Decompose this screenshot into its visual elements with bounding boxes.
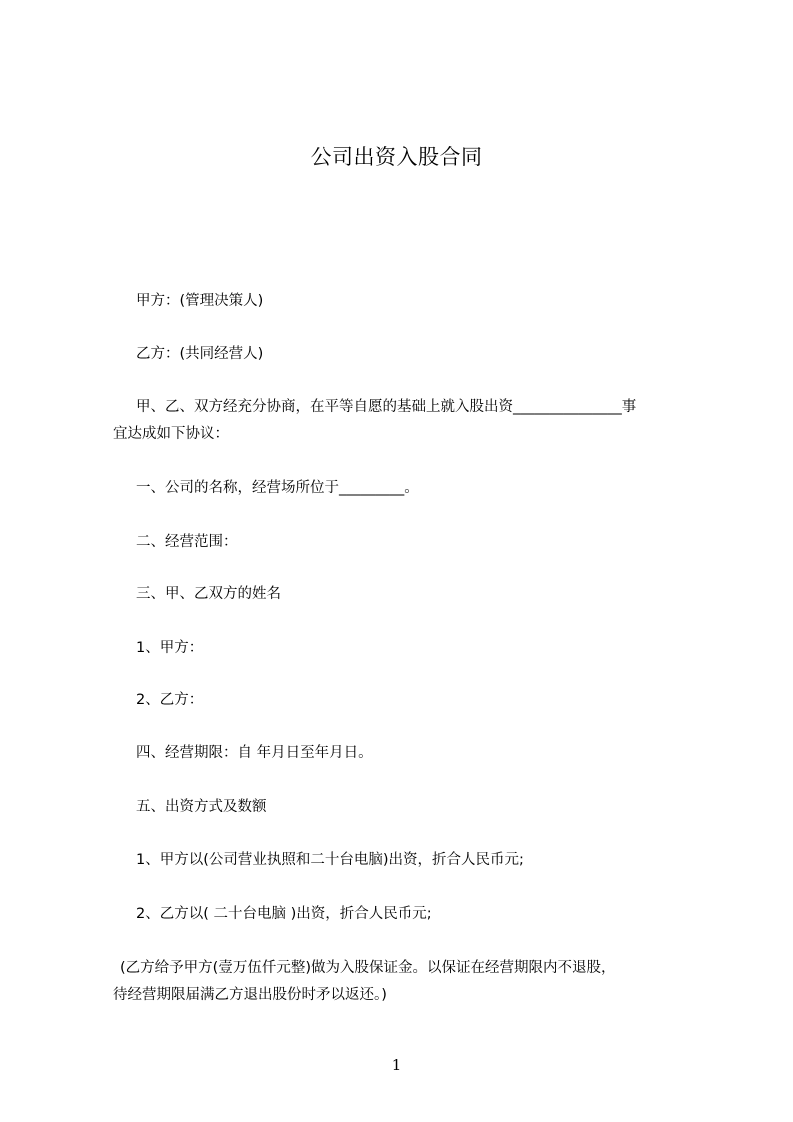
party-a-line: 甲方：(管理决策人) bbox=[136, 293, 264, 309]
clause-3-party-b: 2、乙方： bbox=[136, 692, 204, 708]
clause-3-party-names: 三、甲、乙双方的姓名 bbox=[136, 586, 281, 602]
preamble-line-1: 甲、乙、双方经充分协商，在平等自愿的基础上就入股出资_______________事 bbox=[136, 399, 637, 415]
deposit-note-line-1: (乙方给予甲方(壹万伍仟元整)做为入股保证金。以保证在经营期限内不退股， bbox=[120, 960, 616, 976]
clause-5-contribution: 五、出资方式及数额 bbox=[136, 799, 267, 815]
clause-4-term: 四、经营期限：自 年月日至年月日。 bbox=[136, 745, 373, 761]
clause-3-party-a: 1、甲方： bbox=[136, 640, 204, 656]
clause-2-business-scope: 二、经营范围： bbox=[136, 534, 238, 550]
preamble-line-2: 宜达成如下协议： bbox=[113, 426, 229, 442]
deposit-note-line-2: 待经营期限届满乙方退出股份时矛以返还。) bbox=[113, 987, 387, 1003]
clause-1-company-name: 一、公司的名称，经营场所位于_________。 bbox=[136, 480, 419, 496]
party-b-line: 乙方：(共同经营人) bbox=[136, 346, 264, 362]
document-title: 公司出资入股合同 bbox=[310, 145, 483, 169]
clause-5-party-a-contribution: 1、甲方以(公司营业执照和二十台电脑)出资，折合人民币元; bbox=[136, 852, 524, 868]
page-number: 1 bbox=[391, 1056, 402, 1074]
clause-5-party-b-contribution: 2、乙方以( 二十台电脑 )出资，折合人民币元; bbox=[136, 906, 432, 922]
